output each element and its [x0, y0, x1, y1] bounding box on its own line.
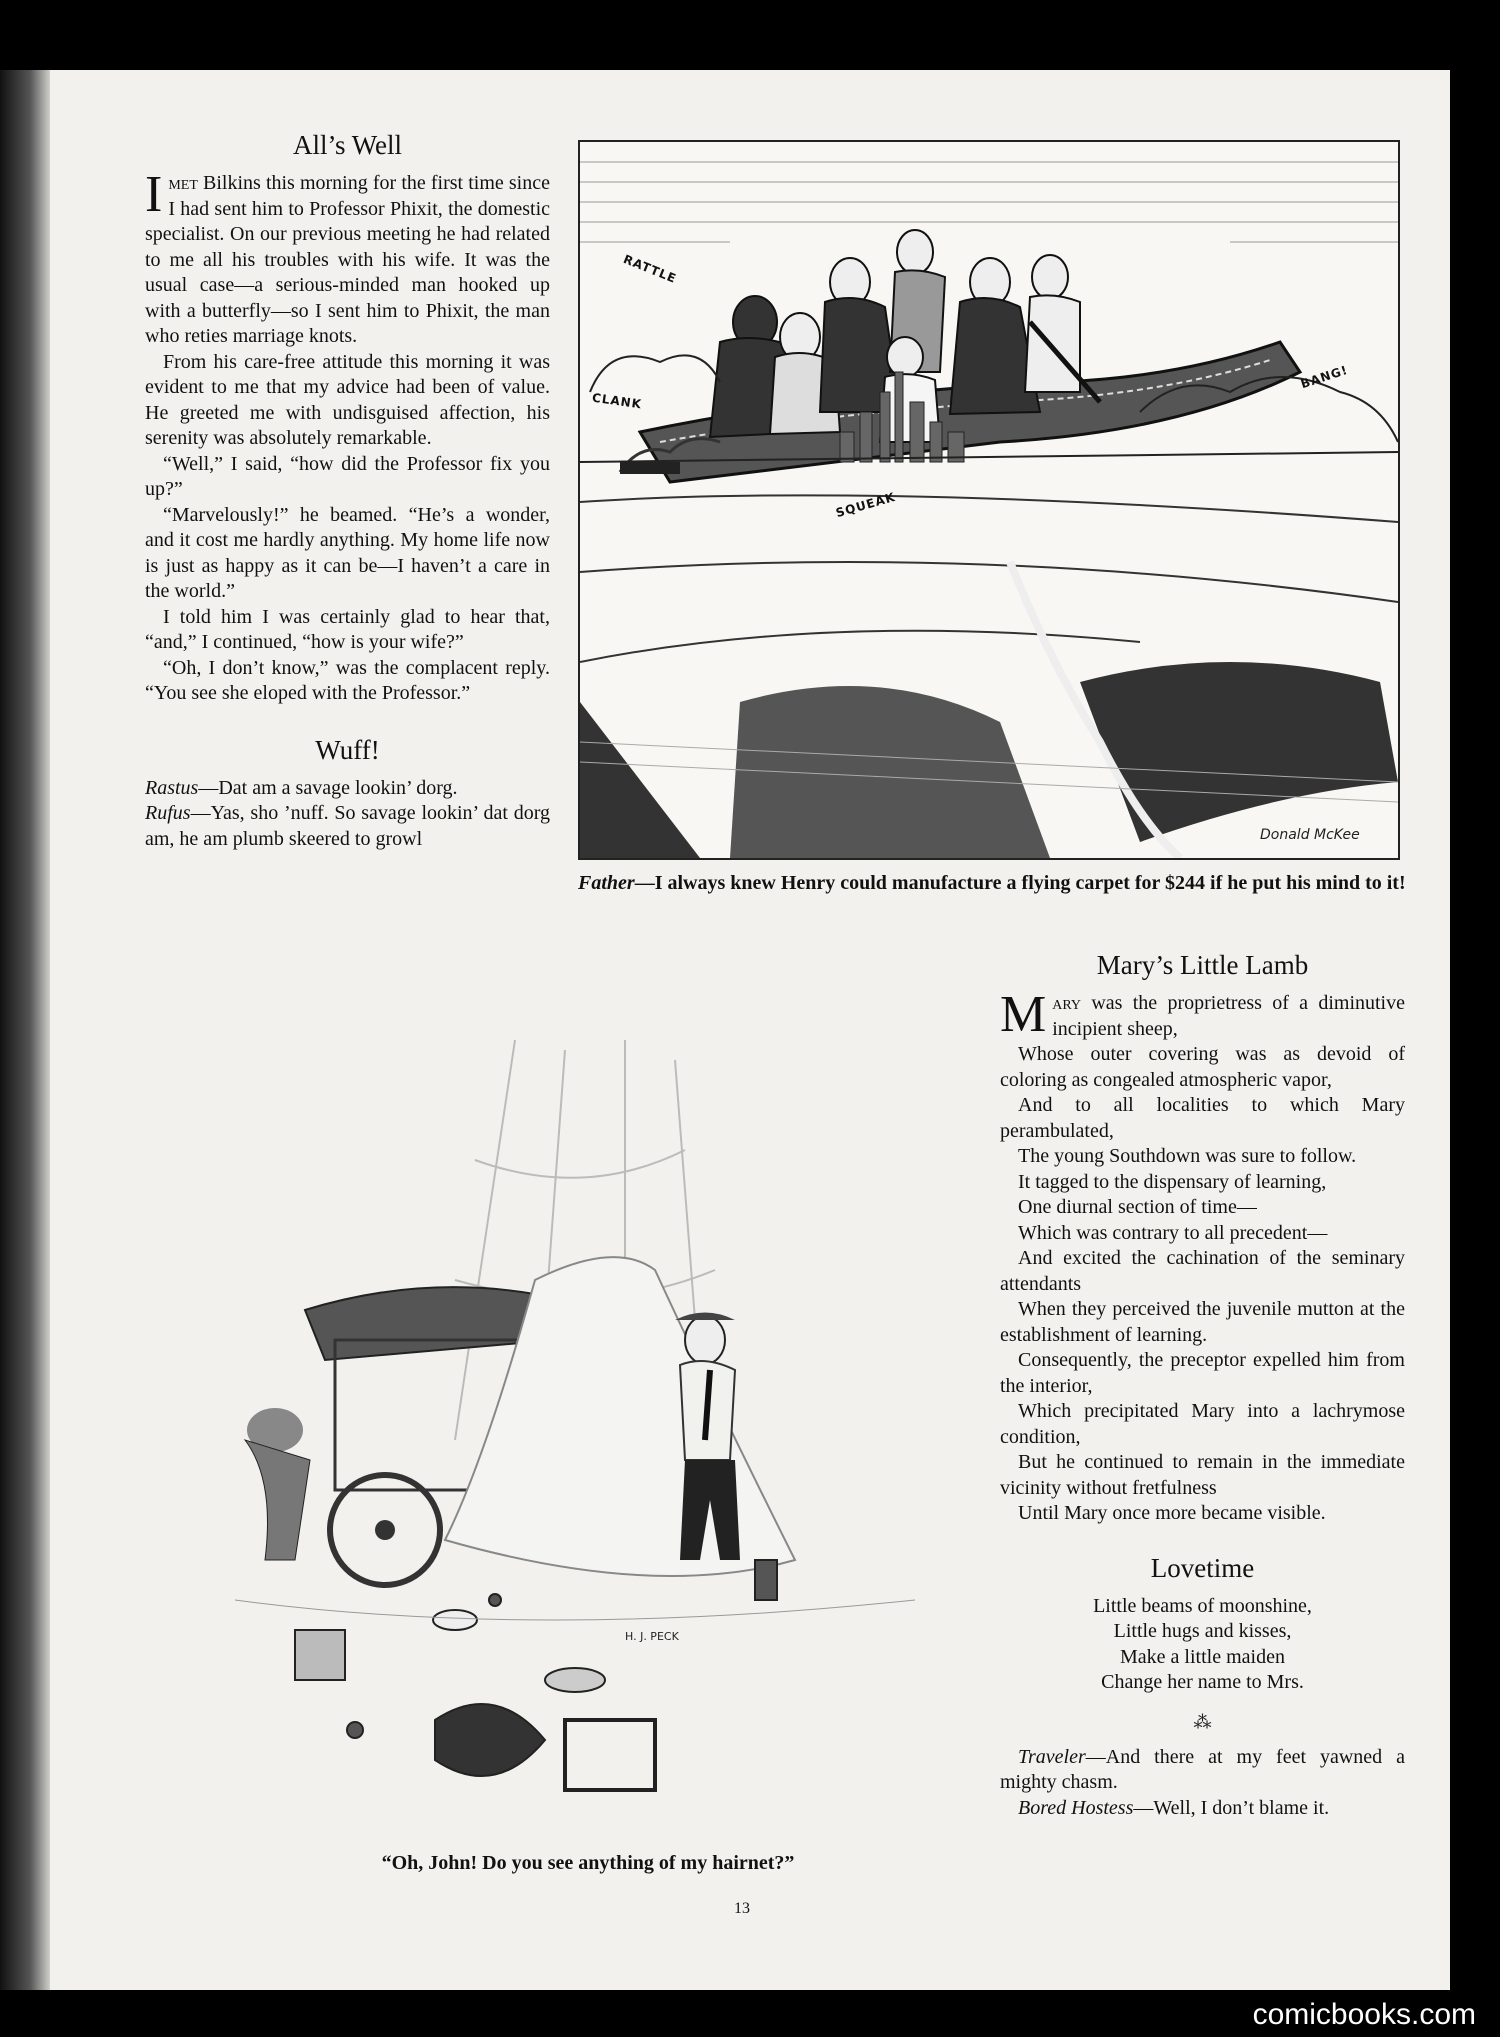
section-ornament: ⁂ [1193, 1711, 1212, 1732]
flying-carpet-caption [578, 870, 1413, 896]
sfx-bang: BANG! [1299, 362, 1350, 392]
camping-caption: “Oh, John! Do you see anything of my hairnet?” [381, 1852, 795, 1874]
marys-lamb-line-9: When they perceived the juvenile mutton at the establishment of learning. [1000, 1298, 1405, 1346]
alls-well-paragraph-2: From his care-free attitude this morning it was evident to me that my advice had been of value. He greeted me with undisguised affection, his serenity was absolutely remarkable. [145, 350, 550, 449]
speaker-hostess: Bored Hostess [1018, 1796, 1134, 1819]
marys-lamb-line-8: And excited the cachination of the seminary attendants [1000, 1247, 1405, 1295]
marys-lamb-line-5: It tagged to the dispensary of learning, [1018, 1170, 1327, 1193]
book-gutter [0, 70, 50, 1990]
alls-well-paragraph-4: “Marvelously!” he beamed. “He’s a wonder, and it cost me hardly anything. My home life now is just as happy as it can be—I haven’t a care in the world.” [145, 503, 550, 602]
site-watermark: comicbooks.com [1252, 1998, 1476, 2031]
sfx-rattle: RATTLE [621, 252, 679, 286]
marys-lamb-line-6: One diurnal section of time— [1018, 1196, 1257, 1218]
lead-word: ary [1052, 992, 1082, 1014]
dialogue-text: —Well, I don’t blame it. [1133, 1796, 1330, 1819]
alls-well-title: All’s Well [292, 130, 403, 160]
camping-illustration [235, 1040, 915, 1840]
sfx-clank: CLANK [591, 390, 643, 412]
lovetime-title: Lovetime [1150, 1552, 1255, 1583]
marys-lamb-line-13: Until Mary once more became visible. [1018, 1502, 1326, 1524]
caption-speaker: Father [578, 872, 635, 894]
sfx-squeak: SQUEAK [834, 489, 898, 521]
poem-line: was the proprietress of a diminutive incipient sheep, [1052, 992, 1405, 1040]
dialogue-text: —Yas, sho ’nuff. So savage lookin’ dat dorg am, he am plumb skeered to growl [145, 802, 550, 850]
lovetime-line-3: Make a little maiden [1120, 1645, 1285, 1668]
lead-word: met [168, 172, 198, 194]
flying-carpet-drawing [580, 142, 1398, 858]
marys-lamb-title: Mary’s Little Lamb [1096, 950, 1309, 980]
wuff-line-2 [145, 801, 550, 852]
page-number: 13 [734, 1900, 750, 1917]
marys-lamb-line-1 [1000, 986, 1405, 1043]
artist-signature-peck: H. J. PECK [625, 1630, 679, 1643]
lovetime-line-4: Change her name to Mrs. [1101, 1671, 1304, 1693]
marys-lamb-line-4: The young Southdown was sure to follow. [1018, 1145, 1357, 1167]
traveler-line [1000, 1745, 1405, 1796]
lovetime-line-2: Little hugs and kisses, [1113, 1620, 1292, 1642]
hostess-line [1000, 1796, 1405, 1822]
flying-carpet-illustration [578, 140, 1400, 860]
drop-cap: I [145, 166, 163, 223]
wuff-line-1 [145, 776, 550, 802]
wuff-title: Wuff! [315, 734, 380, 765]
marys-lamb-line-12: But he continued to remain in the immediate vicinity without fretfulness [1000, 1451, 1405, 1499]
marys-lamb-line-2: Whose outer covering was as devoid of coloring as congealed atmospheric vapor, [1000, 1043, 1405, 1091]
dialogue-text: —And there at my feet yawned a mighty chasm. [1000, 1745, 1405, 1793]
lovetime-poem [1000, 1594, 1405, 1696]
paragraph-text: Bilkins this morning for the first time since I had sent him to Professor Phixit, the domestic specialist. On our previous meeting he had related to me all his troubles with his wife. It was the usual case—a serious-minded man hooked up with a butterfly—so I sent him to Phixit, the man who reties marriage knots. [145, 172, 550, 347]
speaker-traveler: Traveler [1018, 1745, 1086, 1768]
marys-lamb-line-10: Consequently, the preceptor expelled him from the interior, [1000, 1349, 1405, 1397]
marys-lamb-line-11: Which precipitated Mary into a lachrymose condition, [1000, 1400, 1405, 1448]
right-column [1000, 950, 1405, 1821]
alls-well-paragraph-6: “Oh, I don’t know,” was the complacent reply. “You see she eloped with the Professor.” [145, 656, 550, 704]
speaker-rufus: Rufus [145, 802, 191, 824]
dialogue-text: —Dat am a savage lookin’ dorg. [198, 776, 458, 799]
marys-lamb-line-3: And to all localities to which Mary perambulated, [1000, 1094, 1405, 1142]
alls-well-paragraph-3: “Well,” I said, “how did the Professor fix you up?” [145, 452, 550, 500]
alls-well-paragraph-5: I told him I was certainly glad to hear that, “and,” I continued, “how is your wife?” [145, 605, 550, 653]
caption-text: —I always knew Henry could manufacture a flying carpet for $244 if he put his mind to it! [634, 872, 1406, 894]
drop-cap: M [1000, 986, 1047, 1043]
alls-well-paragraph-1 [145, 166, 550, 350]
marys-lamb-line-7: Which was contrary to all precedent— [1018, 1221, 1328, 1244]
camping-drawing [235, 1040, 915, 1840]
left-column [145, 130, 550, 852]
artist-signature: Donald McKee [1260, 827, 1360, 843]
lovetime-line-1: Little beams of moonshine, [1093, 1594, 1312, 1617]
speaker-rastus: Rastus [145, 776, 199, 799]
